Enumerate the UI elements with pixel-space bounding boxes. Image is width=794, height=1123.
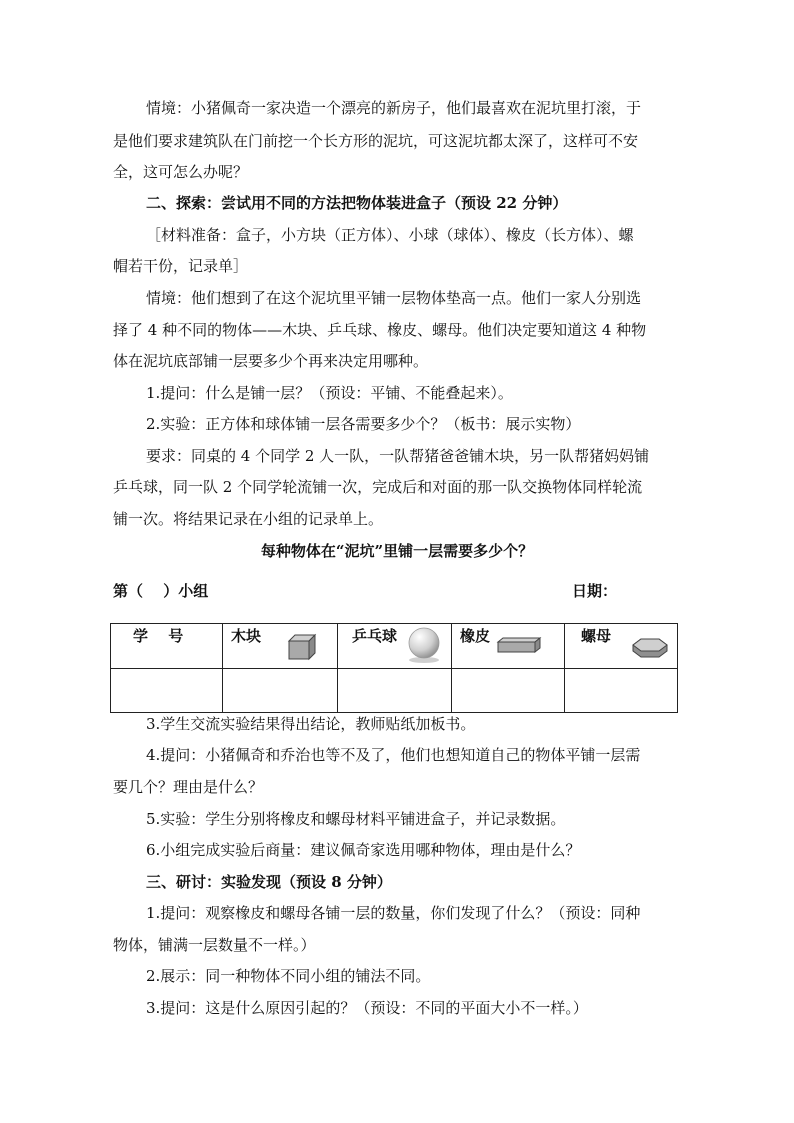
ball-icon (406, 626, 442, 664)
record-table (110, 623, 678, 713)
table-cell (111, 669, 223, 713)
header-label: 学 号 (133, 627, 184, 645)
header-label: 螺母 (581, 627, 612, 645)
table-title: 每种物体在“泥坑”里铺一层需要多少个？ (260, 542, 534, 560)
section-heading: 二、探索：尝试用不同的方法把物体装进盒子（预设 22 分钟） (146, 194, 568, 212)
paragraph: 体在泥坑底部铺一层要多少个再来决定用哪种。 (113, 352, 429, 370)
paragraph: 要求：同桌的 4 个同学 2 人一队，一队帮猪爸爸铺木块，另一队帮猪妈妈铺 (146, 447, 650, 465)
header-label: 橡皮 (460, 627, 491, 645)
table-cell (452, 669, 565, 713)
paragraph: 情境：他们想到了在这个泥坑里平铺一层物体垫高一点。他们一家人分别选 (146, 289, 642, 307)
header-label: 乒乓球 (352, 627, 398, 645)
header-cell-wood (223, 624, 338, 669)
paragraph: 3.学生交流实验结果得出结论，教师贴纸加板书。 (146, 715, 476, 733)
header-cell-id (111, 624, 223, 669)
paragraph: 2.展示：同一种物体不同小组的铺法不同。 (146, 967, 431, 985)
date-label: 日期： (572, 582, 618, 600)
paragraph: 铺一次。将结果记录在小组的记录单上。 (113, 510, 384, 528)
header-cell-nut (565, 624, 678, 669)
paragraph: 择了 4 种不同的物体——木块、乒乓球、橡皮、螺母。他们决定要知道这 4 种物 (113, 321, 647, 339)
paragraph: 4.提问：小猪佩奇和乔治也等不及了，他们也想知道自己的物体平铺一层需 (146, 746, 641, 764)
paragraph: 乒乓球，同一队 2 个同学轮流铺一次，完成后和对面的那一队交换物体同样轮流 (113, 478, 643, 496)
paragraph: 帽若干份，记录单］ (113, 257, 249, 275)
table-cell (338, 669, 452, 713)
eraser-icon (496, 636, 542, 654)
table-row (111, 669, 678, 713)
paragraph: 5.实验：学生分别将橡皮和螺母材料平铺进盒子，并记录数据。 (146, 810, 566, 828)
paragraph: 要几个？理由是什么？ (113, 778, 264, 796)
nut-icon (631, 635, 669, 659)
cube-icon (287, 633, 317, 661)
paragraph: 1.提问：观察橡皮和螺母各铺一层的数量，你们发现了什么？（预设：同种 (146, 904, 641, 922)
header-cell-eraser (452, 624, 565, 669)
section-heading: 三、研讨：实验发现（预设 8 分钟） (146, 873, 392, 891)
paragraph: 物体，铺满一层数量不一样。） (113, 936, 316, 954)
table-cell (565, 669, 678, 713)
paragraph: 3.提问：这是什么原因引起的？（预设：不同的平面大小不一样。） (146, 999, 588, 1017)
paragraph: 2.实验：正方体和球体铺一层各需要多少个？（板书：展示实物） (146, 415, 581, 433)
table-header-row (111, 624, 678, 669)
header-cell-pingpong (338, 624, 452, 669)
header-label: 木块 (231, 627, 262, 645)
table-cell (223, 669, 338, 713)
paragraph: 是他们要求建筑队在门前挖一个长方形的泥坑，可这泥坑都太深了，这样可不安 (113, 132, 639, 150)
paragraph: 6.小组完成实验后商量：建议佩奇家选用哪种物体，理由是什么？ (146, 841, 581, 859)
paragraph: 情境：小猪佩奇一家决造一个漂亮的新房子，他们最喜欢在泥坑里打滚，于 (146, 99, 642, 117)
paragraph: ［材料准备：盒子，小方块（正方体）、小球（球体）、橡皮（长方体）、螺 (146, 226, 634, 244)
group-label: 第（ ）小组 (113, 582, 209, 600)
paragraph: 1.提问：什么是铺一层？（预设：平铺、不能叠起来）。 (146, 384, 513, 402)
paragraph: 全，这可怎么办呢？ (113, 163, 249, 181)
